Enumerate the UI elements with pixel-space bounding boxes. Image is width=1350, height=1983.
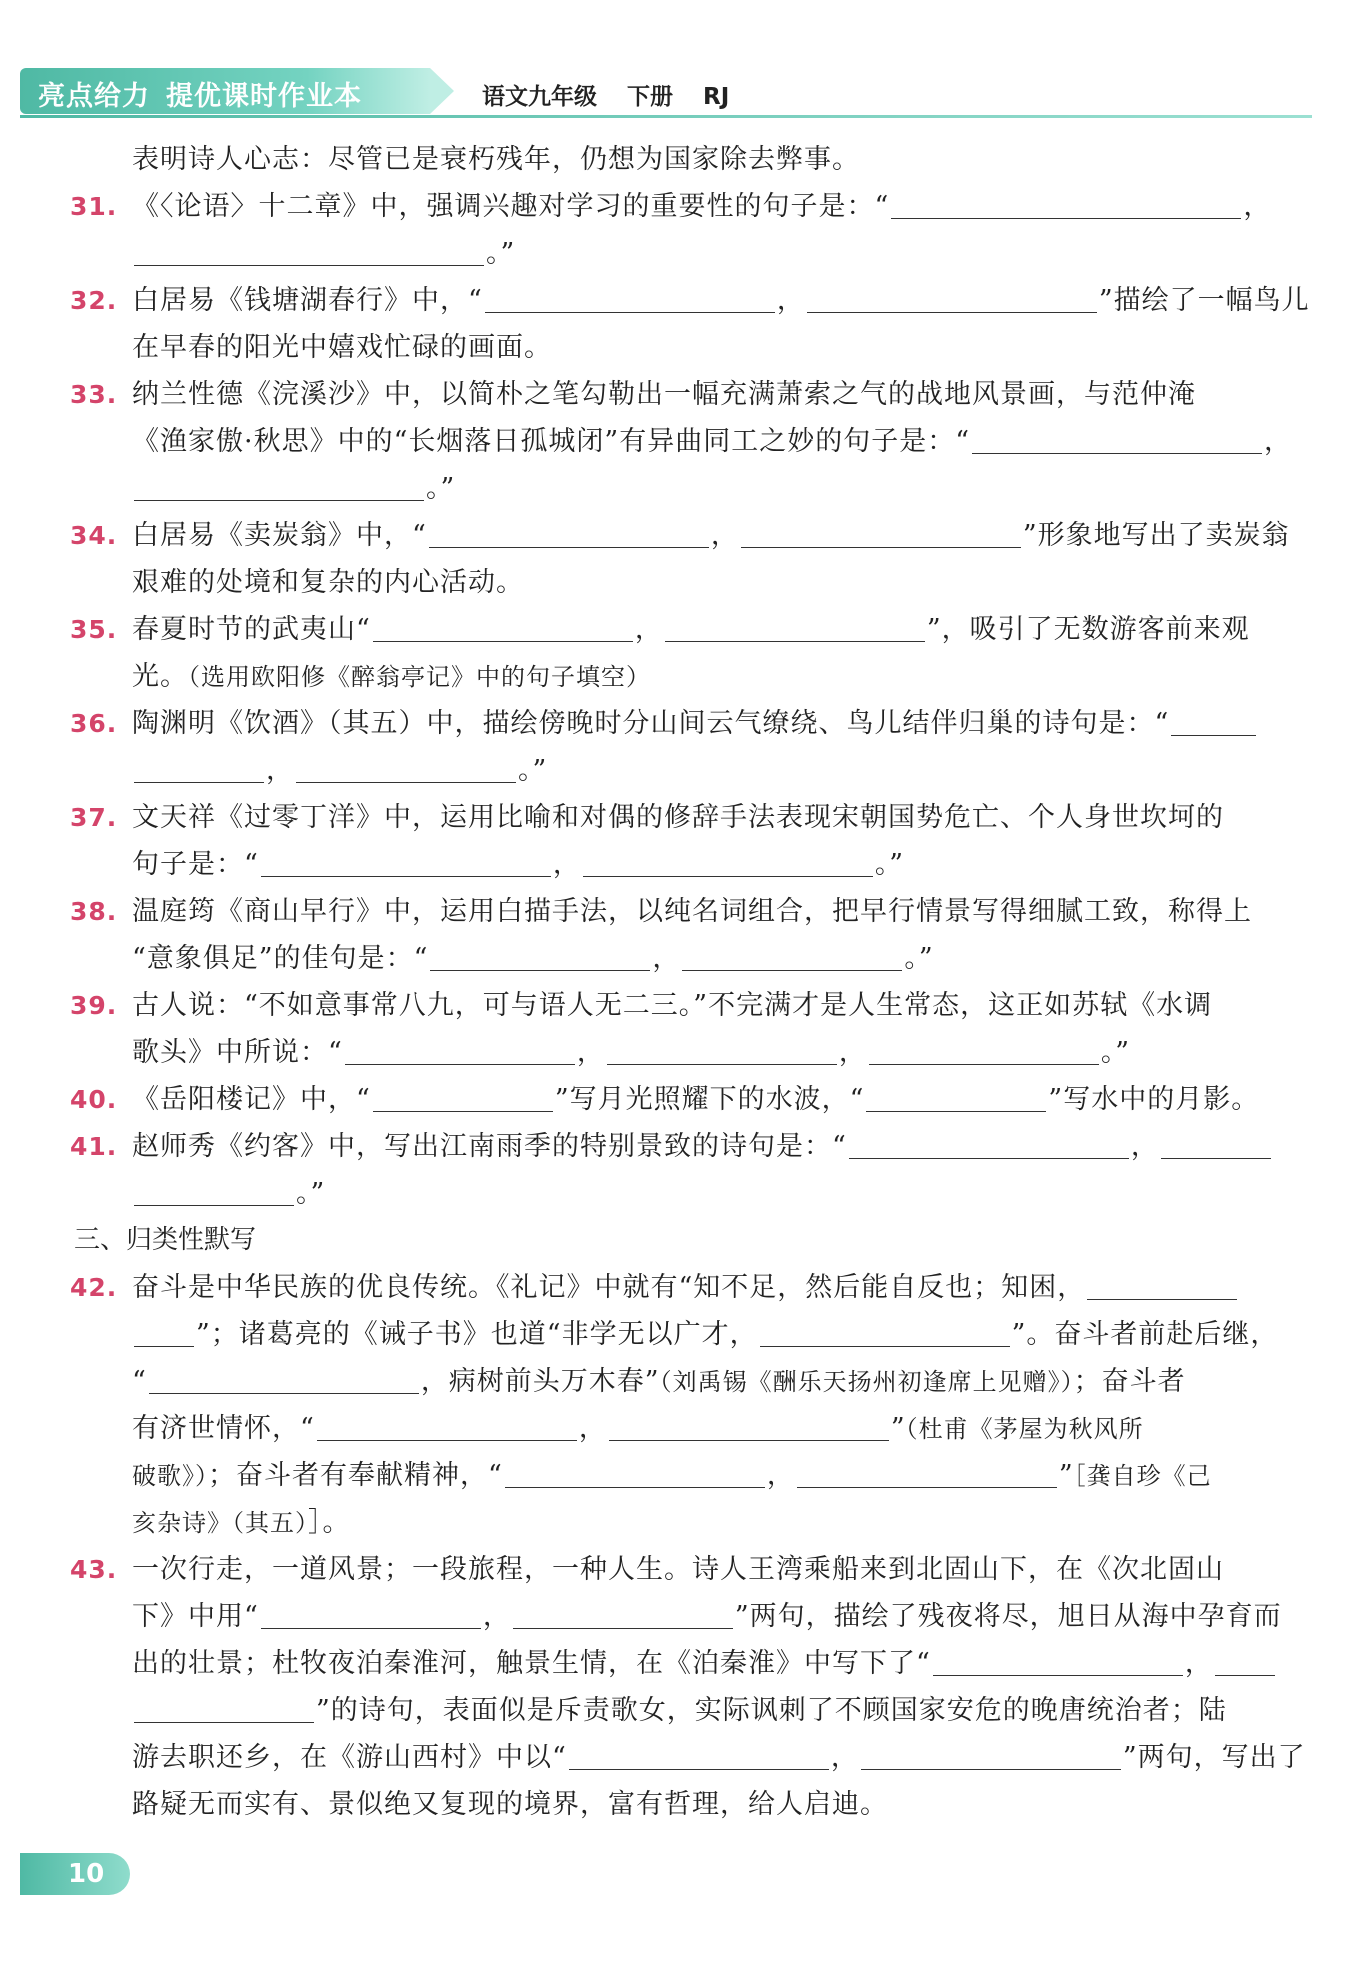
question-number: 40.: [70, 1085, 118, 1114]
question-43: [70, 1546, 1310, 1593]
answer-blank[interactable]: [1087, 1269, 1237, 1300]
question-text: ”；诸葛亮的《诫子书》也道“非学无以广才，: [196, 1319, 758, 1350]
question-43-cont5: [70, 1781, 1310, 1828]
page-header: [0, 60, 1350, 120]
edition: RJ: [703, 84, 730, 110]
answer-blank[interactable]: [665, 611, 925, 642]
question-text: ；奋斗者有奉献精神，“: [208, 1460, 503, 1491]
question-text: 路疑无而实有、景似绝又复现的境界，富有哲理，给人启迪。: [132, 1789, 888, 1820]
question-text: ”的诗句，表面似是斥责歌女，实际讽刺了不顾国家安危的晚唐统治者；陆: [316, 1695, 1227, 1726]
question-text: 《〈论语〉十二章》中，强调兴趣对学习的重要性的句子是：“: [132, 191, 890, 222]
punct: ，: [482, 1601, 511, 1632]
question-text: 陶渊明《饮酒》（其五）中，描绘傍晚时分山间云气缭绕、鸟儿结伴归巢的诗句是：“: [132, 708, 1170, 739]
volume: 下册: [627, 84, 673, 110]
question-text: 古人说：“不如意事常八九，可与语人无二三。”不完满才是人生常态，这正如苏轼《水调: [132, 990, 1213, 1021]
punct: 。”: [874, 849, 905, 880]
subject-grade: 语文九年级: [482, 84, 597, 110]
question-43-cont2: [70, 1640, 1310, 1687]
answer-blank[interactable]: [891, 188, 1241, 219]
punct: 。”: [904, 943, 934, 974]
banner-title: [38, 74, 378, 113]
answer-blank[interactable]: [373, 611, 633, 642]
line-text: 表明诗人心志：尽管已是衰朽残年，仍想为国家除去弊事。: [132, 144, 860, 175]
answer-blank[interactable]: [134, 470, 424, 501]
answer-blank[interactable]: [807, 282, 1097, 313]
question-text: 在早春的阳光中嬉戏忙碌的画面。: [132, 332, 552, 363]
page-number-tab: [20, 1853, 130, 1895]
question-31: [70, 183, 1310, 230]
punct: ，: [1130, 1131, 1159, 1162]
question-note: 破歌》）: [132, 1462, 208, 1490]
question-number: 42.: [70, 1273, 118, 1302]
question-39: [70, 982, 1310, 1029]
answer-blank[interactable]: [866, 1081, 1046, 1112]
question-text: 光。: [132, 661, 188, 692]
question-text: ”，吸引了无数游客前来观: [926, 614, 1250, 645]
question-note: ［龚自珍《己: [1073, 1462, 1212, 1490]
question-text: 出的壮景；杜牧夜泊秦淮河，触景生情，在《泊秦淮》中写下了“: [132, 1648, 931, 1679]
question-number: 37.: [70, 803, 118, 832]
punct: ，: [830, 1742, 859, 1773]
punct: ，: [766, 1460, 795, 1491]
punct: ，: [634, 614, 663, 645]
answer-blank[interactable]: [430, 940, 650, 971]
question-text: ”。奋斗者前赴后继，: [1011, 1319, 1279, 1350]
question-40: [70, 1076, 1310, 1123]
punct: ，: [578, 1413, 607, 1444]
question-42-cont: [70, 1311, 1310, 1358]
question-39-cont: [70, 1029, 1310, 1076]
question-43-cont: [70, 1593, 1310, 1640]
text-line: [70, 136, 1310, 183]
question-number: 43.: [70, 1555, 118, 1584]
header-rule: [20, 115, 1312, 118]
question-number: 34.: [70, 521, 118, 550]
answer-blank[interactable]: [741, 517, 1021, 548]
question-note: （刘禹锡《酬乐天扬州初逢席上见赠》）: [659, 1368, 1074, 1396]
punct: ”: [890, 1413, 906, 1444]
question-text: ”描绘了一幅鸟儿: [1098, 285, 1310, 316]
question-35: [70, 606, 1310, 653]
question-text: 文天祥《过零丁洋》中，运用比喻和对偶的修辞手法表现宋朝国势危亡、个人身世坎坷的: [132, 802, 1224, 833]
question-text: ”写月光照耀下的水波，“: [554, 1084, 865, 1115]
question-number: 33.: [70, 380, 118, 409]
punct: ，: [1243, 191, 1272, 222]
question-number: 41.: [70, 1132, 118, 1161]
answer-blank[interactable]: [317, 1410, 577, 1441]
question-text: 游去职还乡，在《游山西村》中以“: [132, 1742, 567, 1773]
answer-blank[interactable]: [134, 1692, 314, 1723]
section-heading: 三、归类性默写: [74, 1225, 257, 1255]
answer-blank[interactable]: [149, 1363, 419, 1394]
punct: ，: [1184, 1648, 1213, 1679]
question-43-cont4: [70, 1734, 1310, 1781]
question-37-cont: [70, 841, 1310, 888]
question-text: 《渔家傲·秋思》中的“长烟落日孤城闭”有异曲同工之妙的句子是：“: [132, 426, 970, 457]
answer-blank[interactable]: [607, 1034, 837, 1065]
question-text: 有济世情怀，“: [132, 1413, 315, 1444]
question-text: ，病树前头万木春”: [420, 1366, 660, 1397]
question-text: “意象俱足”的佳句是：“: [132, 943, 429, 974]
question-text: 白居易《钱塘湖春行》中，“: [132, 285, 483, 316]
punct: “: [132, 1366, 147, 1397]
question-35-cont: [70, 653, 1310, 700]
answer-blank[interactable]: [134, 752, 264, 783]
question-text: ”形象地写出了卖炭翁: [1022, 520, 1290, 551]
punct: ，: [776, 285, 805, 316]
page-number: 10: [68, 1859, 105, 1889]
answer-blank[interactable]: [485, 282, 775, 313]
question-33: [70, 371, 1310, 418]
answer-blank[interactable]: [760, 1316, 1010, 1347]
question-37: [70, 794, 1310, 841]
question-41: [70, 1123, 1310, 1170]
answer-blank[interactable]: [134, 1175, 294, 1206]
question-text: ”两句，描绘了残夜将尽，旭日从海中孕育而: [734, 1601, 1282, 1632]
question-36: [70, 700, 1310, 747]
question-text: 《岳阳楼记》中，“: [132, 1084, 371, 1115]
question-text: 纳兰性德《浣溪沙》中，以简朴之笔勾勒出一幅充满萧索之气的战地风景画，与范仲淹: [132, 379, 1196, 410]
question-note: （杜甫《茅屋为秋风所: [905, 1415, 1144, 1443]
answer-blank[interactable]: [1161, 1128, 1271, 1159]
question-note: 亥杂诗》（其五）: [132, 1509, 308, 1537]
question-31-cont: [70, 230, 1310, 277]
punct: ］。: [308, 1507, 351, 1538]
question-text: 艰难的处境和复杂的内心活动。: [132, 567, 524, 598]
answer-blank[interactable]: [849, 1128, 1129, 1159]
question-text: ；奋斗者: [1073, 1366, 1186, 1397]
question-text: 温庭筠《商山早行》中，运用白描手法，以纯名词组合，把早行情景写得细腻工致，称得上: [132, 896, 1252, 927]
question-text: 春夏时节的武夷山“: [132, 614, 371, 645]
question-text: 赵师秀《约客》中，写出江南雨季的特别景致的诗句是：“: [132, 1131, 847, 1162]
punct: 。”: [1100, 1037, 1131, 1068]
answer-blank[interactable]: [1171, 705, 1256, 736]
question-43-cont3: [70, 1687, 1310, 1734]
answer-blank[interactable]: [869, 1034, 1099, 1065]
question-42-cont5: [70, 1499, 1310, 1546]
punct: ，: [552, 849, 581, 880]
answer-blank[interactable]: [972, 423, 1262, 454]
punct: ，: [710, 520, 739, 551]
question-number: 38.: [70, 897, 118, 926]
question-text: ”两句，写出了: [1122, 1742, 1306, 1773]
question-number: 31.: [70, 192, 118, 221]
answer-blank[interactable]: [373, 1081, 553, 1112]
punct: ”: [1058, 1460, 1074, 1491]
question-number: 35.: [70, 615, 118, 644]
question-text: 一次行走，一道风景；一段旅程，一种人生。诗人王湾乘船来到北固山下，在《次北固山: [132, 1554, 1224, 1585]
question-text: 下》中用“: [132, 1601, 259, 1632]
answer-blank[interactable]: [609, 1410, 889, 1441]
question-number: 39.: [70, 991, 118, 1020]
question-33-cont: [70, 418, 1310, 465]
answer-blank[interactable]: [933, 1645, 1183, 1676]
question-number: 32.: [70, 286, 118, 315]
punct: 。”: [486, 238, 516, 269]
question-34-cont: [70, 559, 1310, 606]
series-name: 亮点给力: [38, 81, 150, 112]
book-name: 提优课时作业本: [166, 81, 362, 112]
book-info: [482, 78, 759, 111]
answer-blank[interactable]: [1215, 1645, 1275, 1676]
answer-blank[interactable]: [513, 1598, 733, 1629]
answer-blank[interactable]: [261, 846, 551, 877]
answer-blank[interactable]: [505, 1457, 765, 1488]
answer-blank[interactable]: [345, 1034, 575, 1065]
question-36-cont: [70, 747, 1310, 794]
question-33-cont2: [70, 465, 1310, 512]
answer-blank[interactable]: [261, 1598, 481, 1629]
answer-blank[interactable]: [861, 1739, 1121, 1770]
answer-blank[interactable]: [682, 940, 902, 971]
question-text: 句子是：“: [132, 849, 259, 880]
question-32-cont: [70, 324, 1310, 371]
question-text: 白居易《卖炭翁》中，“: [132, 520, 427, 551]
punct: ，: [576, 1037, 605, 1068]
question-42-cont2: [70, 1358, 1310, 1405]
question-32: [70, 277, 1310, 324]
question-text: ”写水中的月影。: [1048, 1084, 1260, 1115]
answer-blank[interactable]: [134, 1316, 194, 1347]
answer-blank[interactable]: [134, 235, 484, 266]
punct: ，: [1264, 426, 1292, 457]
question-42-cont3: [70, 1405, 1310, 1452]
question-note: （选用欧阳修《醉翁亭记》中的句子填空）: [188, 663, 651, 691]
punct: ，: [266, 755, 294, 786]
punct: 。”: [518, 755, 548, 786]
header-banner-tail: [430, 68, 454, 114]
answer-blank[interactable]: [569, 1739, 829, 1770]
punct: 。”: [296, 1178, 326, 1209]
answer-blank[interactable]: [429, 517, 709, 548]
question-number: 36.: [70, 709, 118, 738]
answer-blank[interactable]: [797, 1457, 1057, 1488]
question-34: [70, 512, 1310, 559]
answer-blank[interactable]: [583, 846, 873, 877]
punct: ，: [838, 1037, 867, 1068]
worksheet-content: [70, 136, 1310, 1828]
question-42-cont4: [70, 1452, 1310, 1499]
question-text: 奋斗是中华民族的优良传统。《礼记》中就有“知不足，然后能自反也；知困，: [132, 1272, 1086, 1303]
question-41-cont: [70, 1170, 1310, 1217]
question-42: [70, 1264, 1310, 1311]
punct: ，: [652, 943, 681, 974]
question-38-cont: [70, 935, 1310, 982]
answer-blank[interactable]: [296, 752, 516, 783]
question-38: [70, 888, 1310, 935]
question-text: 歌头》中所说：“: [132, 1037, 343, 1068]
punct: 。”: [426, 473, 456, 504]
